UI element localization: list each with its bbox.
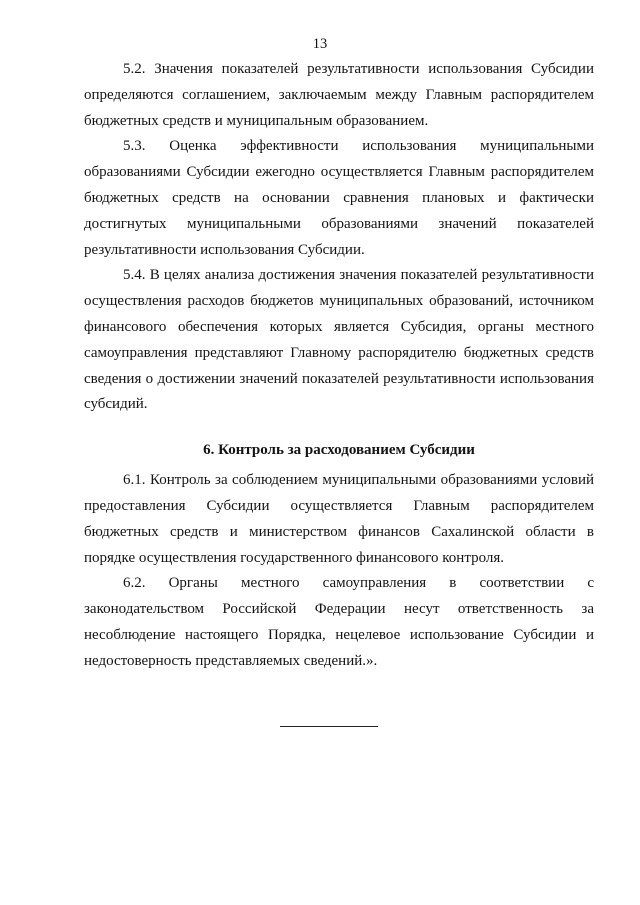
page-number: 13 bbox=[312, 36, 328, 52]
document-body bbox=[84, 57, 594, 675]
paragraph-6-1: 6.1. Контроль за соблюдением муниципальными образованиями условий предоставления Субсидии осуществляется Главным распорядителем бюджетных средств и министерством финансов Сахалинской области в порядке осуществления государственного финансового контроля. bbox=[84, 472, 594, 566]
paragraph-5-3: 5.3. Оценка эффективности использования муниципальными образованиями Субсидии ежегодно осуществляется Главным распорядителем бюджетных средств на основании сравнения плановых и фактически достигнутых муниципальными образованиями значений показателей результативности использования Субсидии. bbox=[84, 138, 594, 258]
paragraph-5-2: 5.2. Значения показателей результативности использования Субсидии определяются соглашением, заключаемым между Главным распорядителем бюджетных средств и муниципальным образованием. bbox=[84, 61, 594, 129]
paragraph-5-4: 5.4. В целях анализа достижения значения показателей результативности осуществления расходов бюджетов муниципальных образований, источником финансового обеспечения которых является Субсидия, органы местного самоуправления представляют Главному распорядителю бюджетных средств сведения о достижении значений показателей результативности использования субсидий. bbox=[84, 267, 594, 413]
paragraph-6-2: 6.2. Органы местного самоуправления в соответствии с законодательством Российской Федерации несут ответственность за несоблюдение настоящего Порядка, нецелевое использование Субсидии и недостоверность представляемых сведений.». bbox=[84, 575, 594, 669]
section-6-heading: 6. Контроль за расходованием Субсидии bbox=[203, 442, 475, 459]
end-of-document-rule bbox=[280, 726, 378, 727]
